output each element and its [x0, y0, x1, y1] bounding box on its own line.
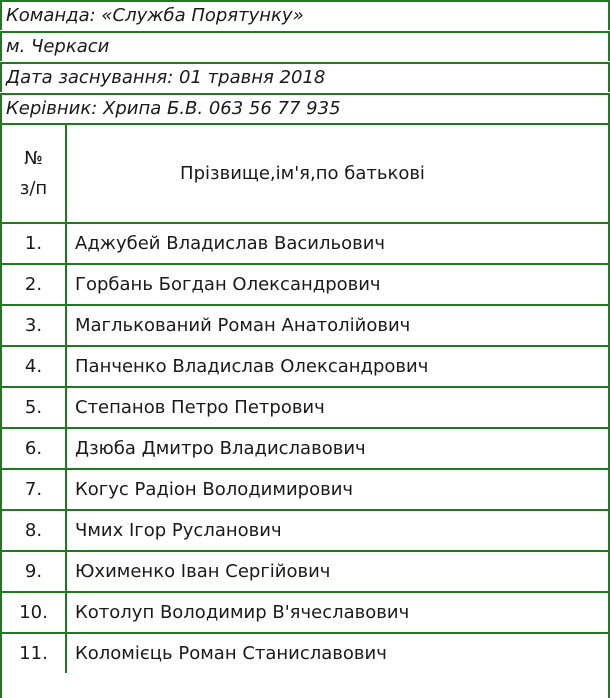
- member-name: Аджубей Владислав Васильович: [66, 223, 608, 264]
- team-name: Команда: «Служба Порятунку»: [0, 0, 610, 30]
- column-header-name: Прізвище,ім'я,по батькові: [66, 125, 608, 223]
- member-name: Котолуп Володимир В'ячеславович: [66, 592, 608, 633]
- members-table-wrap: [0, 123, 610, 698]
- table-row: [2, 223, 608, 264]
- table-row: [2, 428, 608, 469]
- city: м. Черкаси: [0, 31, 610, 61]
- table-header-row: [2, 125, 608, 223]
- table-row: [2, 510, 608, 551]
- member-name: Дзюба Дмитро Владиславович: [66, 428, 608, 469]
- table-row: [2, 346, 608, 387]
- table-row: [2, 264, 608, 305]
- member-name: Степанов Петро Петрович: [66, 387, 608, 428]
- ordinal-abbrev: з/п: [19, 177, 48, 199]
- column-header-number: [2, 125, 66, 223]
- row-number: 2.: [2, 264, 66, 305]
- table-row: [2, 305, 608, 346]
- member-name: Панченко Владислав Олександрович: [66, 346, 608, 387]
- row-number: 1.: [2, 223, 66, 264]
- member-name: Коломієць Роман Станиславович: [66, 633, 608, 673]
- members-table: [2, 125, 608, 673]
- table-row: [2, 633, 608, 673]
- table-row: [2, 387, 608, 428]
- number-sign: №: [24, 147, 43, 169]
- member-name: Чмих Ігор Русланович: [66, 510, 608, 551]
- row-number: 10.: [2, 592, 66, 633]
- table-row: [2, 592, 608, 633]
- row-number: 3.: [2, 305, 66, 346]
- table-row: [2, 551, 608, 592]
- member-name: Горбань Богдан Олександрович: [66, 264, 608, 305]
- member-name: Когус Радіон Володимирович: [66, 469, 608, 510]
- row-number: 6.: [2, 428, 66, 469]
- founding-date: Дата заснування: 01 травня 2018: [0, 62, 610, 92]
- row-number: 8.: [2, 510, 66, 551]
- row-number: 5.: [2, 387, 66, 428]
- row-number: 4.: [2, 346, 66, 387]
- member-name: Юхименко Іван Сергійович: [66, 551, 608, 592]
- member-name: Маглькований Роман Анатолійович: [66, 305, 608, 346]
- row-number: 7.: [2, 469, 66, 510]
- table-row: [2, 469, 608, 510]
- row-number: 9.: [2, 551, 66, 592]
- row-number: 11.: [2, 633, 66, 673]
- team-leader: Керівник: Хрипа Б.В. 063 56 77 935: [0, 93, 610, 123]
